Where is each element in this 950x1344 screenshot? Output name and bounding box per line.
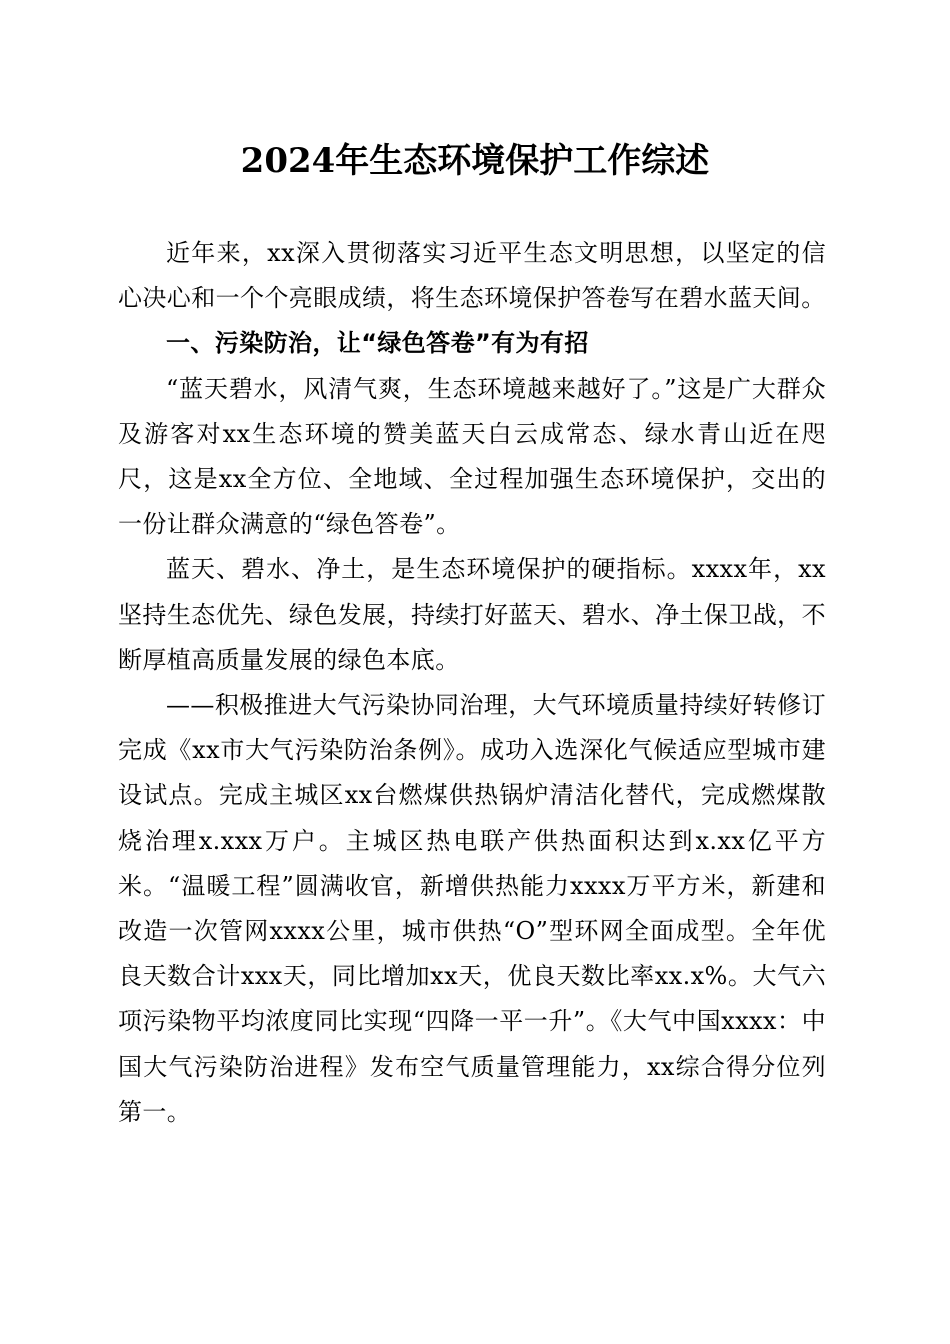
intro-paragraph: 近年来，xx深入贯彻落实习近平生态文明思想，以坚定的信心决心和一个个亮眼成绩，将生态环境保护答卷写在碧水蓝天间。 bbox=[118, 239, 826, 313]
document-title: 2024年生态环境保护工作综述 bbox=[240, 141, 710, 181]
paragraph-air-pollution: ——积极推进大气污染协同治理，大气环境质量持续好转修订完成《xx市大气污染防治条例》。成功入选深化气候适应型城市建设试点。完成主城区xx台燃煤供热锅炉清洁化替代，完成燃煤散烧治理x.xxx万户。主城区热电联产供热面积达到x.xx亿平方米。“温暖工程”圆满收官，新增供热能力xxxx万平方米，新建和改造一次管网xxxx公里，城市供热“O”型环网全面成型。全年优良天数合计xxx天，同比增加xx天，优良天数比率xx.x%。大气六项污染物平均浓度同比实现“四降一平一升”。《大气中国xxxx：中国大气污染防治进程》发布空气质量管理能力，xx综合得分位列第一。 bbox=[118, 691, 826, 1126]
paragraph-quote: “蓝天碧水，风清气爽，生态环境越来越好了。”这是广大群众及游客对xx生态环境的赞美蓝天白云成常态、绿水青山近在咫尺，这是xx全方位、全地域、全过程加强生态环境保护，交出的一份让群众满意的“绿色答卷”。 bbox=[118, 374, 826, 539]
paragraph-indicators: 蓝天、碧水、净土，是生态环境保护的硬指标。xxxx年，xx坚持生态优先、绿色发展，持续打好蓝天、碧水、净土保卫战，不断厚植高质量发展的绿色本底。 bbox=[118, 555, 826, 674]
section-heading-1: 一、污染防治，让“绿色答卷”有为有招 bbox=[166, 329, 589, 358]
document-body bbox=[118, 231, 826, 1135]
